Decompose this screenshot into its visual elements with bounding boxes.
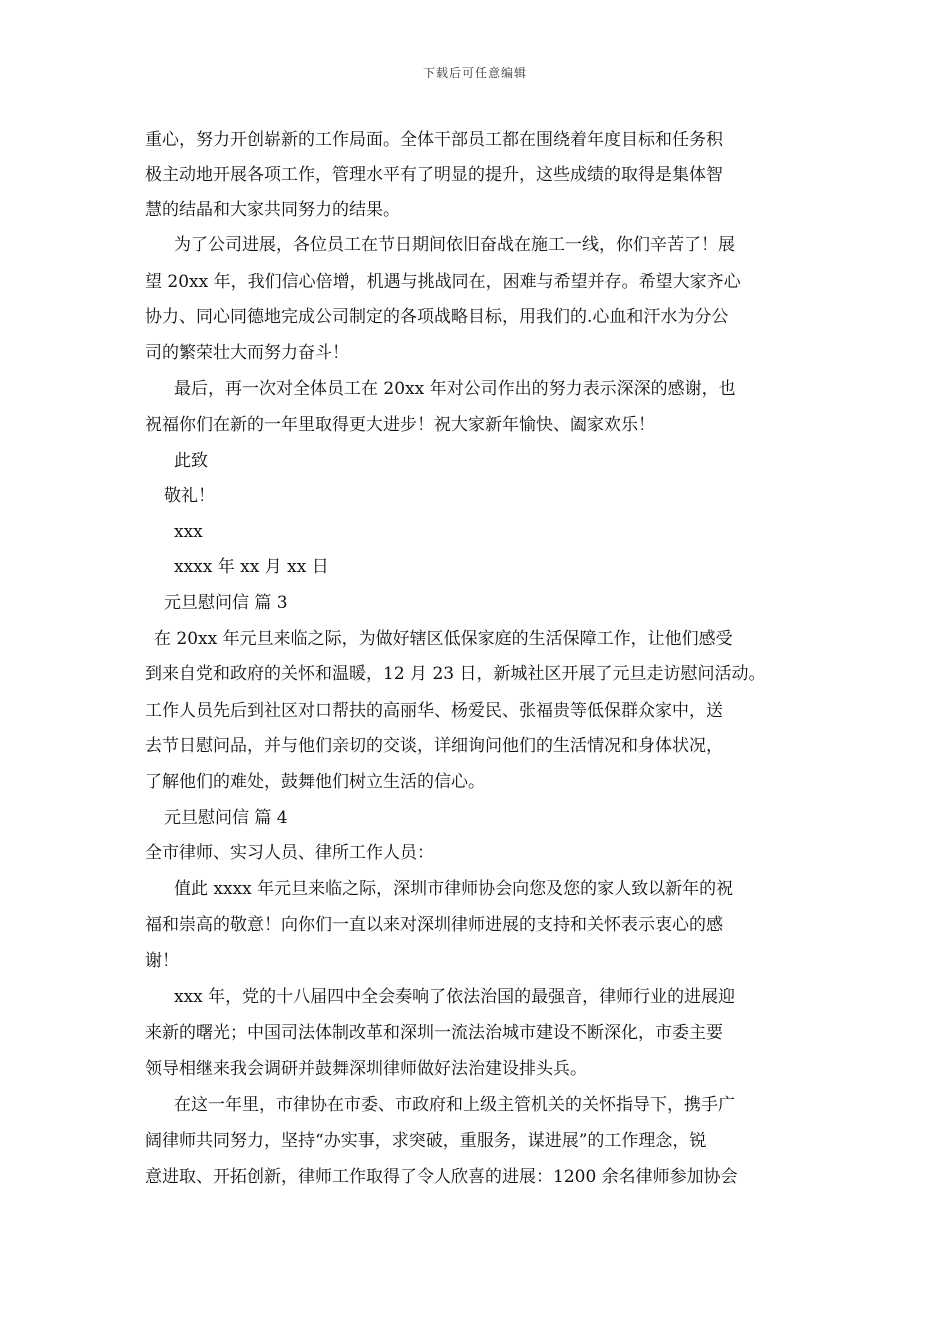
body-line: 极主动地开展各项工作，管理水平有了明显的提升，这些成绩的取得是集体智 [145, 165, 723, 185]
closing-regards: 敬礼！ [164, 486, 215, 506]
body-line: 阔律师共同努力，坚持“办实事，求突破，重服务，谋进展”的工作理念，锐 [145, 1131, 707, 1151]
closing-salutation: 此致 [174, 451, 208, 471]
body-line: 到来自党和政府的关怀和温暖，12 月 23 日，新城社区开展了元旦走访慰问活动。 [145, 664, 766, 684]
body-line: 去节日慰问品，并与他们亲切的交谈，详细询问他们的生活情况和身体状况， [145, 736, 723, 756]
body-line: 望 20xx 年，我们信心倍增，机遇与挑战同在，困难与希望并存。希望大家齐心 [145, 272, 741, 292]
body-line: 谢！ [145, 951, 179, 971]
body-line: 重心，努力开创崭新的工作局面。全体干部员工都在围绕着年度目标和任务积 [145, 130, 723, 150]
letter-addressee: 全市律师、实习人员、律所工作人员： [145, 843, 434, 863]
body-line: 协力、同心同德地完成公司制定的各项战略目标，用我们的.心血和汗水为分公 [145, 307, 729, 327]
body-line: 领导相继来我会调研并鼓舞深圳律师做好法治建设排头兵。 [145, 1059, 587, 1079]
signature-date: xxxx 年 xx 月 xx 日 [174, 557, 329, 577]
body-line: 意进取、开拓创新，律师工作取得了令人欣喜的进展：1200 余名律师参加协会 [145, 1167, 738, 1187]
signature-name: xxx [174, 522, 203, 542]
body-line: 工作人员先后到社区对口帮扶的高丽华、杨爱民、张福贵等低保群众家中，送 [145, 701, 723, 721]
body-line: xxx 年，党的十八届四中全会奏响了依法治国的最强音，律师行业的进展迎 [174, 987, 736, 1007]
body-line: 司的繁荣壮大而努力奋斗！ [145, 343, 349, 363]
body-line: 在这一年里，市律协在市委、市政府和上级主管机关的关怀指导下，携手广 [174, 1095, 735, 1115]
body-line: 慧的结晶和大家共同努力的结果。 [145, 200, 400, 220]
body-line: 最后，再一次对全体员工在 20xx 年对公司作出的努力表示深深的感谢，也 [174, 379, 736, 399]
body-line: 祝福你们在新的一年里取得更大进步！祝大家新年愉快、阖家欢乐！ [145, 415, 655, 435]
body-line: 来新的曙光；中国司法体制改革和深圳一流法治城市建设不断深化，市委主要 [145, 1023, 723, 1043]
section-heading: 元旦慰问信 篇 3 [164, 593, 288, 613]
section-heading: 元旦慰问信 篇 4 [164, 808, 288, 828]
body-line: 在 20xx 年元旦来临之际，为做好辖区低保家庭的生活保障工作，让他们感受 [154, 629, 733, 649]
body-line: 为了公司进展，各位员工在节日期间依旧奋战在施工一线，你们辛苦了！展 [174, 235, 735, 255]
page-header: 下载后可任意编辑 [422, 66, 527, 80]
body-line: 了解他们的难处，鼓舞他们树立生活的信心。 [145, 772, 485, 792]
body-line: 值此 xxxx 年元旦来临之际，深圳市律师协会向您及您的家人致以新年的祝 [174, 879, 734, 899]
body-line: 福和崇高的敬意！向你们一直以来对深圳律师进展的支持和关怀表示衷心的感 [145, 915, 723, 935]
